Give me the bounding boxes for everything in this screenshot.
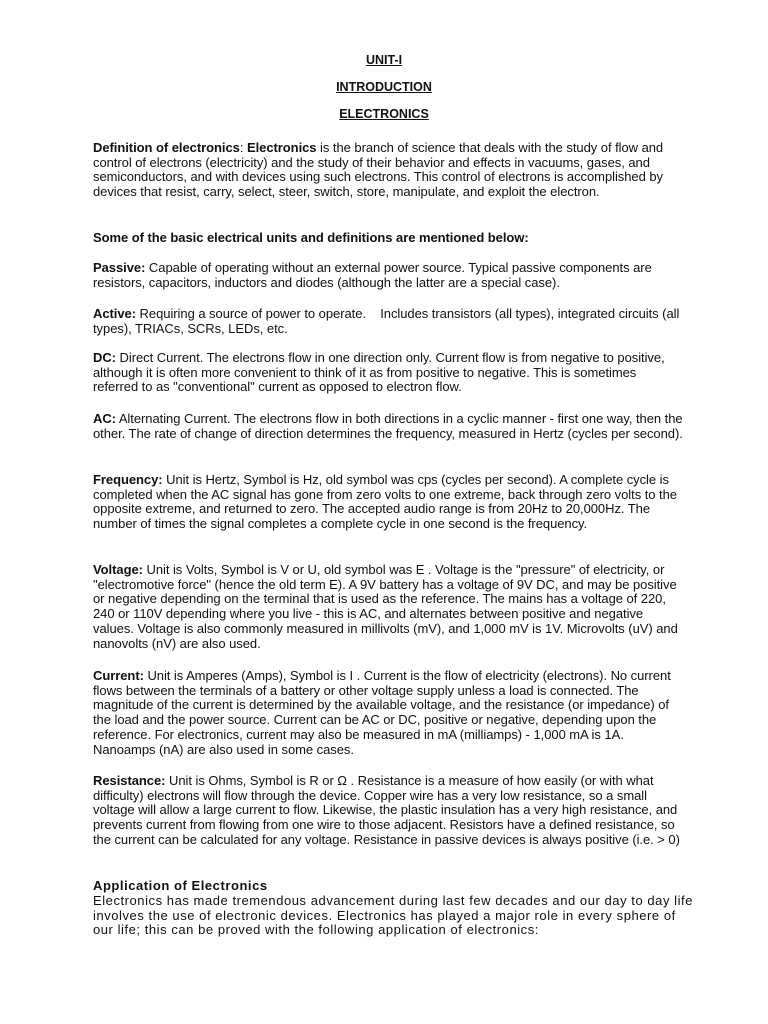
dc-text: Direct Current. The electrons flow in one direction only. Current flow is from negative to positive, although it is often more convenient to think of it as from positive to negative. This is sometimes referred to as "conventional" current as opposed to electron flow. bbox=[93, 350, 665, 395]
electronics-heading: ELECTRONICS bbox=[339, 107, 429, 121]
frequency-paragraph bbox=[93, 473, 683, 532]
definition-text: is the branch of science that deals with the study of flow and control of electrons (electricity) and the study of their behavior and effects in vacuums, gases, and semiconductors, and with devices using such electrons. This control of electrons is accomplished by devices that resist, carry, select, steer, switch, store, manipulate, and exploit the electron. bbox=[93, 140, 664, 200]
application-text: Electronics has made tremendous advancement during last few decades and our day to day life involves the use of electronic devices. Electronics has played a major role in every sphere of our life; this can be proved with the following application of electronics: bbox=[93, 892, 693, 938]
resistance-paragraph bbox=[93, 774, 683, 848]
ac-term: AC: bbox=[93, 411, 116, 426]
unit-heading: UNIT-I bbox=[365, 53, 403, 67]
definition-paragraph bbox=[93, 141, 683, 200]
voltage-term: Voltage: bbox=[93, 562, 143, 577]
ac-paragraph bbox=[93, 412, 683, 441]
passive-term: Passive: bbox=[93, 260, 146, 275]
active-paragraph bbox=[93, 307, 683, 336]
dc-term: DC: bbox=[93, 350, 116, 365]
units-heading bbox=[93, 231, 683, 246]
voltage-text: Unit is Volts, Symbol is V or U, old symbol was E . Voltage is the "pressure" of electricity, or "electromotive force" (hence the old term E). A 9V battery has a voltage of 9V DC, and may be positive or negative depending on the terminal that is used as the reference. The mains has a voltage of 220, 240 or 110V depending where you live - this is AC, and alternates between positive and negative values. Voltage is also commonly measured in millivolts (mV), and 1,000 mV is 1V. Microvolts (uV) and nanovolts (nV) are also used. bbox=[93, 562, 678, 651]
dc-paragraph bbox=[93, 351, 683, 395]
passive-text: Capable of operating without an external power source. Typical passive components are resistors, capacitors, inductors and diodes (although the latter are a special case). bbox=[93, 260, 652, 290]
ac-text: Alternating Current. The electrons flow in both directions in a cyclic manner - first one way, then the other. The rate of change of direction determines the frequency, measured in Hertz (cycles per second). bbox=[93, 411, 683, 441]
active-text: Requiring a source of power to operate. Includes transistors (all types), integrated circuits (all types), TRIACs, SCRs, LEDs, etc. bbox=[93, 306, 683, 336]
introduction-heading: INTRODUCTION bbox=[336, 80, 432, 94]
current-paragraph bbox=[93, 669, 683, 757]
resistance-text: Unit is Ohms, Symbol is R or Ω . Resistance is a measure of how easily (or with what difficulty) electrons will flow through the device. Copper wire has a very low resistance, so a small voltage will allow a large current to flow. Likewise, the plastic insulation has a very high resistance, and prevents current from flowing from one wire to those adjacent. Resistors have a defined resistance, so the current can be calculated for any voltage. Resistance in passive devices is always positive (i.e. > 0) bbox=[93, 773, 680, 847]
application-title: Application of Electronics bbox=[93, 878, 268, 893]
current-term: Current: bbox=[93, 668, 144, 683]
resistance-term: Resistance: bbox=[93, 773, 166, 788]
frequency-term: Frequency: bbox=[93, 472, 163, 487]
units-heading-text: Some of the basic electrical units and definitions are mentioned below: bbox=[93, 230, 529, 245]
passive-paragraph bbox=[93, 261, 683, 290]
active-term: Active: bbox=[93, 306, 136, 321]
frequency-text: Unit is Hertz, Symbol is Hz, old symbol was cps (cycles per second). A complete cycle is completed when the AC signal has gone from zero volts to one extreme, back through zero volts to the opposite extreme, and returned to zero. The accepted audio range is from 20Hz to 20,000Hz. The number of times the signal completes a complete cycle in one second is the frequency. bbox=[93, 472, 677, 532]
current-text: Unit is Amperes (Amps), Symbol is I . Current is the flow of electricity (electrons). No current flows between the terminals of a battery or other voltage supply unless a load is connected. The magnitude of the current is determined by the available voltage, and the resistance (or impedance) of the load and the power source. Current can be AC or DC, positive or negative, depending upon the reference. For electronics, current may also be measured in mA (milliamps) - 1,000 mA is 1A. Nanoamps (nA) are also used in some cases. bbox=[93, 668, 671, 757]
application-section bbox=[93, 879, 693, 938]
definition-bold-word: Electronics bbox=[246, 140, 317, 155]
voltage-paragraph bbox=[93, 563, 683, 651]
definition-colon: : bbox=[239, 140, 247, 155]
definition-term: Definition of electronics bbox=[93, 140, 240, 155]
